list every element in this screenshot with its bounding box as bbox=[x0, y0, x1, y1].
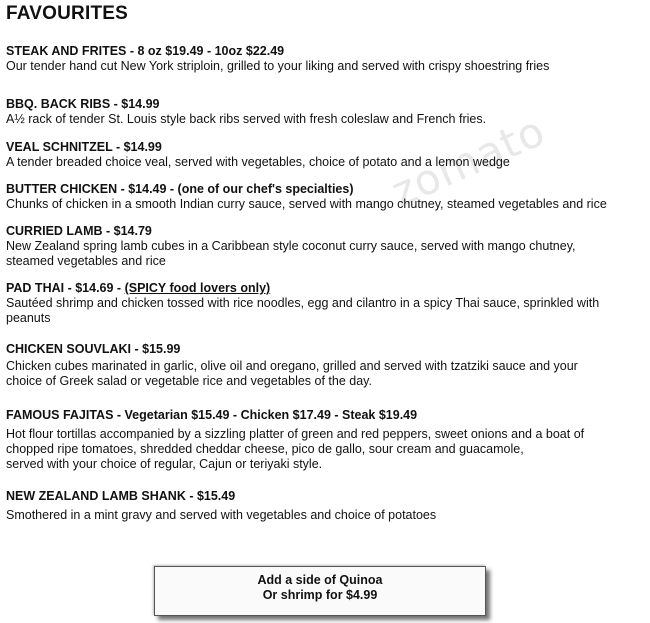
menu-item-chicken-souvlaki bbox=[6, 341, 646, 389]
menu-item-veal-schnitzel bbox=[6, 139, 646, 170]
menu-item-description: New Zealand spring lamb cubes in a Caribbean style coconut curry sauce, served with mango chutney, steamed vegetables and rice bbox=[6, 239, 576, 268]
side-addon-line-2: Or shrimp for $4.99 bbox=[262, 588, 378, 602]
menu-item-bbq-ribs bbox=[6, 96, 646, 127]
menu-item-butter-chicken bbox=[6, 181, 646, 212]
menu-item-description: Sautéed shrimp and chicken tossed with rice noodles, egg and cilantro in a spicy Thai sauce, sprinkled with peanuts bbox=[6, 296, 600, 325]
menu-item-description: Hot flour tortillas accompanied by a sizzling platter of green and red peppers, sweet onions and a boat of chopped ripe tomatoes, shredded cheddar cheese, pico de gallo, sour cream and guacamole, served with your choice of regular, Cajun or teriyaki style. bbox=[6, 427, 585, 471]
menu-item-description: Our tender hand cut New York striploin, grilled to your liking and served with crispy shoestring fries bbox=[6, 59, 550, 73]
menu-item-title: FAMOUS FAJITAS - Vegetarian $15.49 - Chicken $17.49 - Steak $19.49 bbox=[6, 408, 418, 422]
menu-item-description: Smothered in a mint gravy and served with vegetables and choice of potatoes bbox=[6, 508, 437, 522]
menu-item-title: VEAL SCHNITZEL - $14.99 bbox=[6, 140, 162, 154]
menu-item-description: A tender breaded choice veal, served with vegetables, choice of potato and a lemon wedge bbox=[6, 155, 510, 169]
side-addon-line-1: Add a side of Quinoa bbox=[257, 573, 383, 587]
menu-item-pad-thai bbox=[6, 280, 646, 326]
menu-item-title: BUTTER CHICKEN - $14.49 - (one of our chef's specialties) bbox=[6, 182, 354, 196]
menu-section-heading: FAVOURITES bbox=[6, 3, 128, 24]
menu-item-steak-frites bbox=[6, 43, 646, 74]
menu-item-lamb-shank bbox=[6, 488, 646, 523]
menu-item-title-text: PAD THAI - $14.69 - bbox=[6, 281, 125, 295]
menu-item-description: Chunks of chicken in a smooth Indian curry sauce, served with mango chutney, steamed vegetables and rice bbox=[6, 197, 607, 211]
menu-item-description: Chicken cubes marinated in garlic, olive oil and oregano, grilled and served with tzatziki sauce and your choice of Greek salad or vegetable rice and vegetables of the day. bbox=[6, 359, 578, 388]
menu-item-title: CHICKEN SOUVLAKI - $15.99 bbox=[6, 342, 181, 356]
menu-item-title: BBQ. BACK RIBS - $14.99 bbox=[6, 97, 160, 111]
menu-item-description: A½ rack of tender St. Louis style back ribs served with fresh coleslaw and French fries. bbox=[6, 112, 487, 126]
spicy-note: (SPICY food lovers only) bbox=[124, 281, 271, 295]
menu-item-title bbox=[6, 280, 646, 296]
menu-item-famous-fajitas bbox=[6, 407, 646, 472]
menu-item-title: STEAK AND FRITES - 8 oz $19.49 - 10oz $22.49 bbox=[6, 44, 285, 58]
zomato-watermark: zomato bbox=[384, 105, 553, 217]
menu-item-curried-lamb bbox=[6, 223, 646, 269]
menu-item-title: NEW ZEALAND LAMB SHANK - $15.49 bbox=[6, 489, 236, 503]
menu-item-title: CURRIED LAMB - $14.79 bbox=[6, 224, 152, 238]
side-addon-box bbox=[154, 566, 486, 616]
